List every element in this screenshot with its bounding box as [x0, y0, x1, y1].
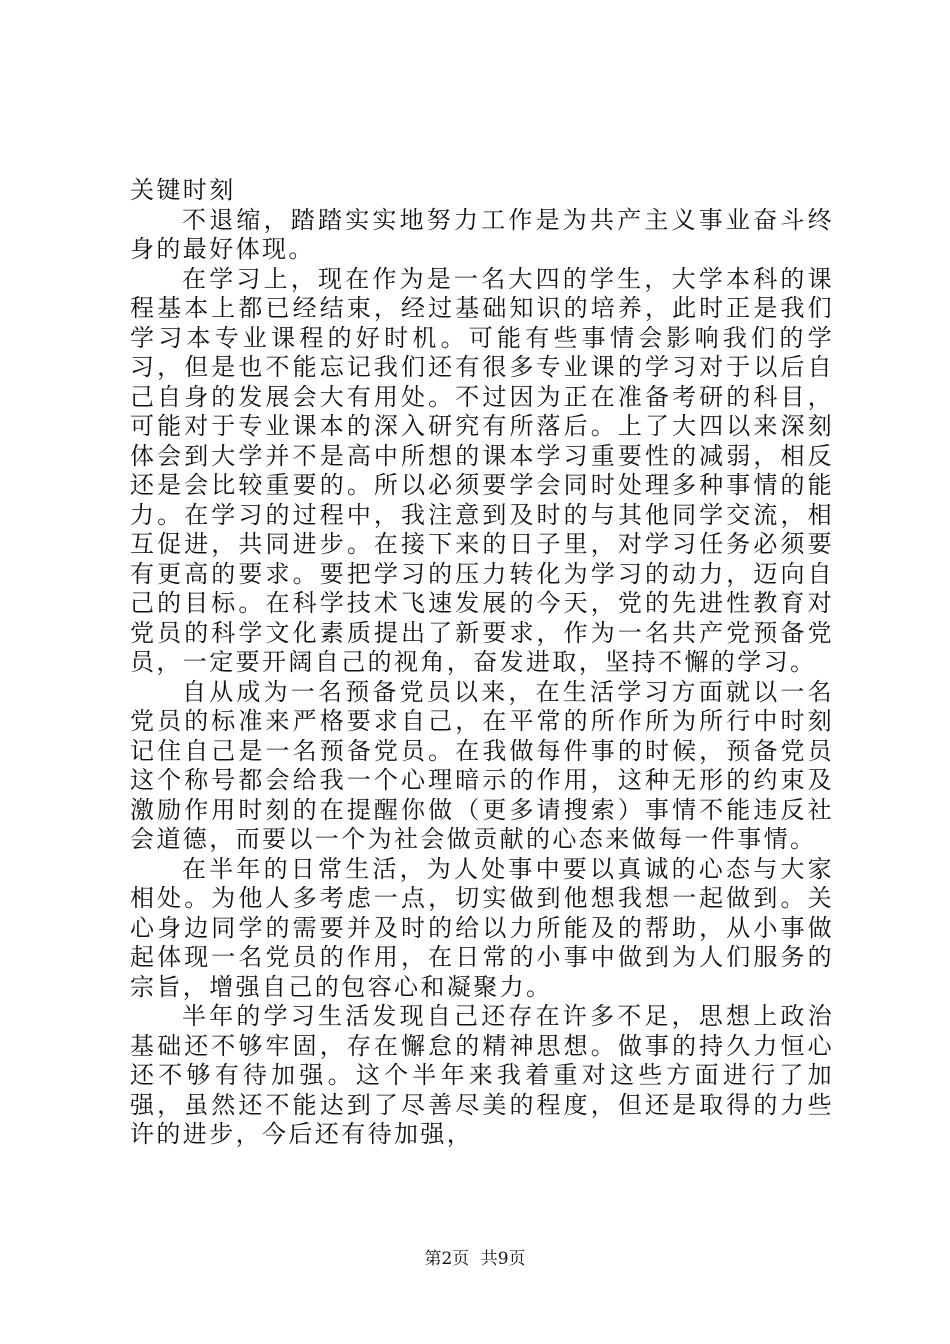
paragraph-4: 在半年的日常生活，为人处事中要以真诚的心态与大家相处。为他人多考虑一点，切实做到他想我想一起做到。关心身边同学的需要并及时的给以力所能及的帮助，从小事做起体现一名党员的作用，在日常的小事中做到为人们服务的宗旨，增强自己的包容心和凝聚力。: [130, 854, 834, 1001]
paragraph-1: 不退缩，踏踏实实地努力工作是为共产主义事业奋斗终身的最好体现。: [130, 205, 834, 263]
document-body: [130, 176, 834, 1150]
page-footer: [0, 1244, 950, 1269]
paragraph-3: 自从成为一名预备党员以来，在生活学习方面就以一名党员的标准来严格要求自己，在平常的所作所为所行中时刻记住自己是一名预备党员。在我做每件事的时候，预备党员这个称号都会给我一个心理暗示的作用，这种无形的约束及激励作用时刻的在提醒你做（更多请搜索）事情不能违反社会道德，而要以一个为社会做贡献的心态来做每一件事情。: [130, 677, 834, 853]
page-number: 第2页: [424, 1249, 470, 1269]
paragraph-5: 半年的学习生活发现自己还存在许多不足，思想上政治基础还不够牢固，存在懈怠的精神思想。做事的持久力恒心还不够有待加强。这个半年来我着重对这些方面进行了加强，虽然还不能达到了尽善尽美的程度，但还是取得的力些许的进步，今后还有待加强，: [130, 1002, 834, 1148]
page-total: 共9页: [480, 1249, 526, 1269]
section-heading: 关键时刻: [130, 176, 236, 204]
paragraph-2: 在学习上，现在作为是一名大四的学生，大学本科的课程基本上都已经结束，经过基础知识的培养，此时正是我们学习本专业课程的好时机。可能有些事情会影响我们的学习，但是也不能忘记我们还有很多专业课的学习对于以后自己自身的发展会大有用处。不过因为正在准备考研的科目，可能对于专业课本的深入研究有所落后。上了大四以来深刻体会到大学并不是高中所想的课本学习重要性的减弱，相反还是会比较重要的。所以必须要学会同时处理多种事情的能力。在学习的过程中，我注意到及时的与其他同学交流，相互促进，共同进步。在接下来的日子里，对学习任务必须要有更高的要求。要把学习的压力转化为学习的动力，迈向自己的目标。在科学技术飞速发展的今天，党的先进性教育对党员的科学文化素质提出了新要求，作为一名共产党预备党员，一定要开阔自己的视角，奋发进取，坚持不懈的学习。: [130, 264, 834, 676]
